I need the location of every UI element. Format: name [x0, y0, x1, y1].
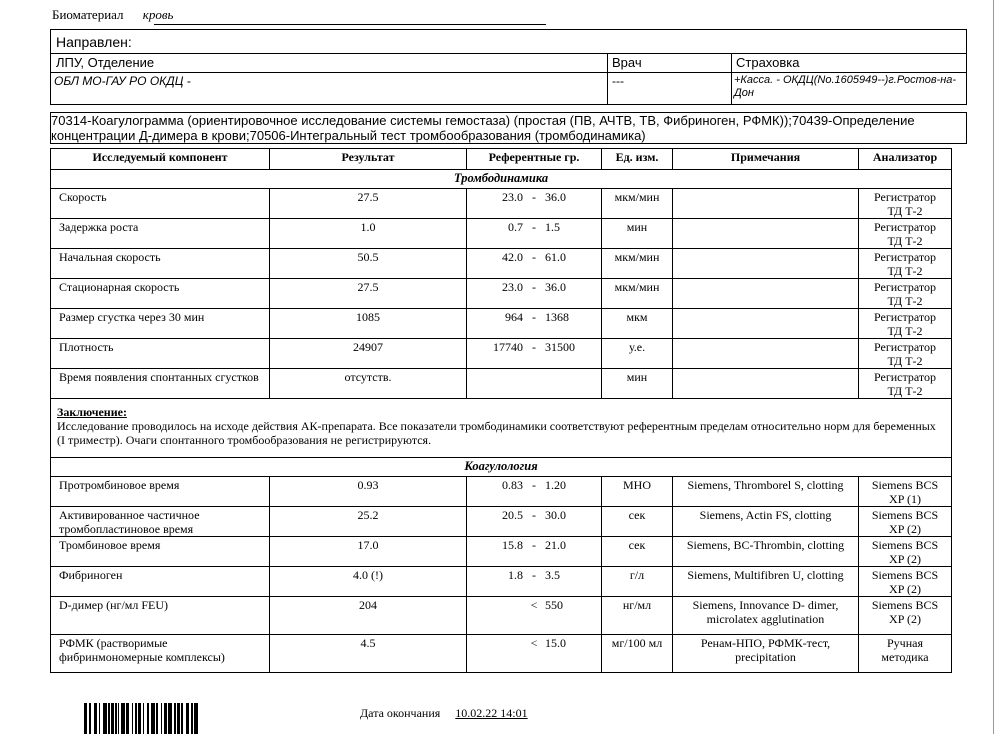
note [673, 369, 859, 399]
conclusion-title: Заключение: [57, 405, 127, 419]
component-name: D-димер (нг/мл FEU) [51, 597, 270, 635]
unit: г/л [602, 567, 673, 597]
note: Siemens, Multifibren U, clotting [673, 567, 859, 597]
note: Siemens, Thromborel S, clotting [673, 477, 859, 507]
unit: у.е. [602, 339, 673, 369]
note: Siemens, Innovance D- dimer, microlatex agglutination [673, 597, 859, 635]
reference-range: 23.0 - 36.0 [467, 279, 602, 309]
conclusion-text: Исследование проводилось на исходе действия АК-препарата. Все показатели тромбодинамики соответствуют референтным пределам относительно норм для беременных (I триместр). Очаги спонтанного тромбообразования не регистрируются. [57, 419, 936, 447]
analyzer: Регистратор ТД Т-2 [859, 369, 952, 399]
analyzer: Регистратор ТД Т-2 [859, 219, 952, 249]
conclusion [51, 399, 952, 458]
component-name: РФМК (растворимые фибринмономерные комплексы) [51, 635, 270, 673]
analyzer: Регистратор ТД Т-2 [859, 279, 952, 309]
table-row [51, 369, 952, 399]
biomaterial-value: кровь [142, 7, 174, 22]
note [673, 219, 859, 249]
doctor-value: --- [612, 74, 624, 88]
services-line-2: концентрации Д-димера в крови;70506-Интегральный тест тромбообразования (тромбодинамика) [51, 128, 646, 143]
results-table [50, 148, 952, 673]
analyzer: Регистратор ТД Т-2 [859, 339, 952, 369]
component-name: Начальная скорость [51, 249, 270, 279]
section-row [51, 458, 952, 477]
unit: мкм/мин [602, 189, 673, 219]
result-value: 1085 [270, 309, 467, 339]
section-title: Коагулология [51, 458, 952, 477]
col-insurance: Страховка [736, 55, 800, 70]
component-name: Время появления спонтанных сгустков [51, 369, 270, 399]
unit: мкм/мин [602, 249, 673, 279]
header-columns-row [51, 53, 966, 73]
table-row [51, 189, 952, 219]
header-component: Исследуемый компонент [51, 149, 270, 170]
unit: мкм [602, 309, 673, 339]
analyzer: Регистратор ТД Т-2 [859, 189, 952, 219]
table-row [51, 249, 952, 279]
note [673, 249, 859, 279]
analyzer: Ручная методика [859, 635, 952, 673]
table-row [51, 279, 952, 309]
component-name: Задержка роста [51, 219, 270, 249]
component-name: Скорость [51, 189, 270, 219]
note: Ренам-НПО, РФМК-тест, precipitation [673, 635, 859, 673]
table-row [51, 309, 952, 339]
referred-label: Направлен: [56, 34, 132, 50]
analyzer: Siemens BCS XP (2) [859, 507, 952, 537]
table-row [51, 635, 952, 673]
conclusion-row [51, 399, 952, 458]
result-value: 24907 [270, 339, 467, 369]
unit: мин [602, 369, 673, 399]
biomaterial [52, 7, 173, 23]
section-title: Тромбодинамика [51, 170, 952, 189]
result-value: 4.0 (!) [270, 567, 467, 597]
header-result: Результат [270, 149, 467, 170]
component-name: Тромбиновое время [51, 537, 270, 567]
result-value: отсутств. [270, 369, 467, 399]
header-values-row [51, 72, 966, 105]
biomaterial-label: Биоматериал [52, 7, 124, 22]
reference-range [467, 369, 602, 399]
analyzer: Siemens BCS XP (1) [859, 477, 952, 507]
result-value: 27.5 [270, 279, 467, 309]
reference-range: 15.8 - 21.0 [467, 537, 602, 567]
referral-header [50, 29, 967, 105]
component-name: Стационарная скорость [51, 279, 270, 309]
analyzer: Siemens BCS XP (2) [859, 597, 952, 635]
note [673, 339, 859, 369]
unit: МНО [602, 477, 673, 507]
table-row [51, 219, 952, 249]
result-value: 25.2 [270, 507, 467, 537]
component-name: Размер сгустка через 30 мин [51, 309, 270, 339]
result-value: 0.93 [270, 477, 467, 507]
completion-date-value: 10.02.22 14:01 [455, 706, 528, 720]
page-edge [993, 0, 994, 734]
note [673, 309, 859, 339]
completion-date-label: Дата окончания [360, 706, 441, 720]
section-row [51, 170, 952, 189]
result-value: 1.0 [270, 219, 467, 249]
component-name: Протромбиновое время [51, 477, 270, 507]
header-analyzer: Анализатор [859, 149, 952, 170]
unit: сек [602, 507, 673, 537]
result-value: 17.0 [270, 537, 467, 567]
note: Siemens, BC-Thrombin, clotting [673, 537, 859, 567]
barcode [84, 703, 324, 734]
table-row [51, 339, 952, 369]
header-unit: Ед. изм. [602, 149, 673, 170]
result-value: 50.5 [270, 249, 467, 279]
biomaterial-underline [154, 24, 546, 25]
analyzer: Siemens BCS XP (2) [859, 567, 952, 597]
table-header-row [51, 149, 952, 170]
insurance-value: +Касса. - ОКДЦ(No.1605949--)г.Ростов-на- Дон [734, 74, 957, 99]
component-name: Активированное частичное тромбопластиновое время [51, 507, 270, 537]
result-value: 204 [270, 597, 467, 635]
header-notes: Примечания [673, 149, 859, 170]
reference-range: 1.8 - 3.5 [467, 567, 602, 597]
note [673, 279, 859, 309]
reference-range: 964 - 1368 [467, 309, 602, 339]
component-name: Фибриноген [51, 567, 270, 597]
col-doctor: Врач [612, 55, 642, 70]
reference-range: 42.0 - 61.0 [467, 249, 602, 279]
reference-range: 17740 - 31500 [467, 339, 602, 369]
ordered-services [50, 112, 967, 144]
table-row [51, 507, 952, 537]
reference-range: 0.83 - 1.20 [467, 477, 602, 507]
unit: мин [602, 219, 673, 249]
analyzer: Регистратор ТД Т-2 [859, 309, 952, 339]
header-reference: Референтные гр. [467, 149, 602, 170]
reference-range: < 550 [467, 597, 602, 635]
unit: мг/100 мл [602, 635, 673, 673]
unit: сек [602, 537, 673, 567]
reference-range: 20.5 - 30.0 [467, 507, 602, 537]
note: Siemens, Actin FS, clotting [673, 507, 859, 537]
analyzer: Siemens BCS XP (2) [859, 537, 952, 567]
col-lpu: ЛПУ, Отделение [56, 55, 155, 70]
result-value: 4.5 [270, 635, 467, 673]
component-name: Плотность [51, 339, 270, 369]
analyzer: Регистратор ТД Т-2 [859, 249, 952, 279]
result-value: 27.5 [270, 189, 467, 219]
reference-range: < 15.0 [467, 635, 602, 673]
unit: нг/мл [602, 597, 673, 635]
table-row [51, 477, 952, 507]
services-line-1: 70314-Коагулограмма (ориентировочное исследование системы гемостаза) (простая (ПВ, АЧТВ, ТВ, Фибриноген, РФМК));70439-Определение [51, 113, 915, 128]
completion-date [360, 706, 528, 721]
lpu-value: ОБЛ МО-ГАУ РО ОКДЦ - [54, 74, 191, 88]
note [673, 189, 859, 219]
reference-range: 23.0 - 36.0 [467, 189, 602, 219]
table-row [51, 537, 952, 567]
unit: мкм/мин [602, 279, 673, 309]
table-row [51, 567, 952, 597]
reference-range: 0.7 - 1.5 [467, 219, 602, 249]
table-row [51, 597, 952, 635]
